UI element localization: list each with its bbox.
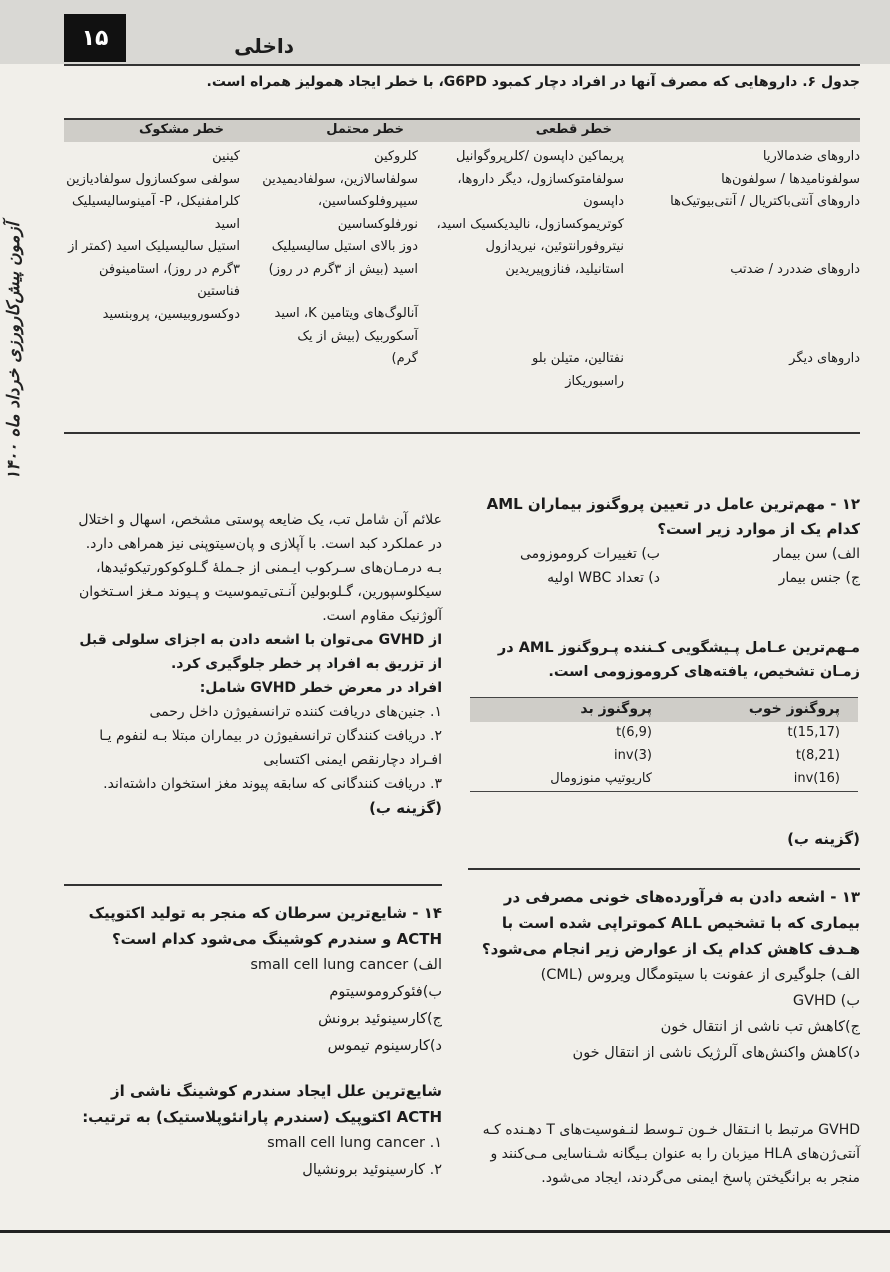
aml-prognosis-table bbox=[470, 697, 858, 792]
table6-title: جدول ۶. داروهایی که مصرف آنها در افراد دچار کمبود G6PD، با خطر ایجاد همولیز همراه است. bbox=[206, 74, 860, 90]
list-item: ۱. جنین‌های دریافت کننده ترانسفیوژن داخل رحمی bbox=[149, 704, 442, 720]
definite-line: راسبوریکاز bbox=[565, 373, 624, 389]
suspect-line: اسید bbox=[214, 216, 240, 232]
aml-table-header bbox=[470, 698, 858, 722]
poor-cell: کاریوتیپ منوزومال bbox=[550, 771, 652, 786]
option-b: ب) GVHD bbox=[792, 993, 860, 1009]
definite-line: سولفامتوکسازول، دیگر داروها، داپسون bbox=[457, 171, 624, 209]
definite-column bbox=[424, 146, 624, 393]
category-sulfonamides: سولفونامیدها / سولفون‌ها bbox=[721, 171, 860, 187]
option-d: د)کارسینوم تیموس bbox=[327, 1038, 442, 1054]
poor-prognosis-header: پروگنوز بد bbox=[580, 701, 652, 717]
header-possible: خطر محتمل bbox=[326, 122, 404, 137]
question-12 bbox=[468, 492, 860, 592]
question-13-text: ۱۳ - اشعه دادن به فرآورده‌های خونی مصرفی در بیماری که با تشخیص ALL کموتراپی شده است با هـدف کاهش کدام یک از عوارض زیر انجام می‌شود؟ bbox=[481, 888, 860, 958]
side-exam-label: آزمون پیش‌کارورزی خرداد ماه ۱۴۰۰ bbox=[4, 222, 24, 480]
definite-line: نفتالین، متیلن بلو bbox=[532, 351, 624, 366]
page-number: ۱۵ bbox=[64, 14, 126, 62]
definite-line: پریماکین داپسون /کلرپروگوانیل bbox=[455, 149, 624, 164]
possible-column bbox=[248, 146, 418, 371]
possible-line: کلروکین bbox=[374, 149, 418, 164]
possible-line: نورفلوکساسین bbox=[337, 216, 418, 232]
suspect-line: دوکسوروبیسین، پروبنسید bbox=[102, 306, 240, 322]
poor-cell: inv(3) bbox=[614, 748, 652, 763]
option-b: ب)فئوکروموسیتوم bbox=[329, 984, 442, 1000]
definite-line: نیتروفورانتوئین، نیریدازول bbox=[485, 239, 624, 254]
good-cell: t(15,17) bbox=[787, 725, 840, 740]
page-header-bar bbox=[0, 0, 890, 64]
possible-line: گرم) bbox=[391, 351, 418, 366]
question-12-options bbox=[468, 542, 860, 592]
category-column bbox=[630, 146, 860, 371]
option-d: د) تعداد WBC اولیه bbox=[547, 570, 660, 586]
option-a: الف) سن بیمار bbox=[773, 546, 860, 562]
suspect-line: ۳گرم در روز)، استامینوفن bbox=[99, 261, 240, 277]
paragraph: علائم آن شامل تب، یک ضایعه پوستی مشخص، اسهال و اختلال در عملکرد کبد است. با آپلازی و پان‌سیتوپنی نیز همراهی دارد. bbox=[78, 512, 442, 552]
definite-line: کوتریموکسازول، نالیدیکسیک اسید، bbox=[436, 216, 624, 232]
possible-line: آسکوربیک (بیش از یک bbox=[297, 328, 418, 344]
suspect-line: سولفی سوکسازول سولفادیازین bbox=[66, 171, 240, 187]
question-14 bbox=[64, 900, 442, 1184]
definite-line: استانیلید، فنازوپیریدین bbox=[505, 261, 624, 277]
category-antimalaria: داروهای ضدمالاریا bbox=[762, 149, 860, 164]
possible-line: سولفاسالازین، سولفادیمیدین bbox=[262, 171, 418, 187]
option-b: ب) تغییرات کروموزومی bbox=[519, 546, 660, 562]
possible-line: سیپروفلوکساسین، bbox=[317, 194, 418, 209]
suspect-line: استیل سالیسیلیک اسید (کمتر از bbox=[68, 239, 240, 254]
question-12-text: ۱۲ - مهم‌ترین عامل در تعیین پروگنوز بیماران AML کدام یک از موارد زیر است؟ bbox=[486, 495, 860, 538]
list-item: ۲. کارسینوئید برونشیال bbox=[302, 1162, 442, 1178]
list-item: ۲. دریافت کنندگان ترانسفیوژن در بیماران مبتلا بـه لنفوم یـا افـراد دچارنقص ایمنی اکتسابی bbox=[99, 728, 442, 768]
q11-answer: (گزینه ب) bbox=[369, 799, 442, 817]
possible-line: اسید (بیش از ۳گرم در روز) bbox=[268, 261, 418, 277]
footer-rule bbox=[0, 1230, 890, 1233]
question-13 bbox=[468, 884, 860, 1066]
section-title: داخلی bbox=[234, 34, 294, 58]
header-definite: خطر قطعی bbox=[535, 122, 612, 137]
category-other: داروهای دیگر bbox=[789, 351, 860, 366]
good-cell: inv(16) bbox=[793, 771, 840, 786]
q13-explanation: GVHD مرتبط با انـتقال خـون تـوسط لنـفوسیت‌های T دهـنده کـه آنتی‌ژن‌های HLA میزبان را به عنوان بـیگانه شـناسایی مـی‌کنند و منجر به برانگیختن پاسخ ایمنی می‌گردند، ایجاد می‌شود. bbox=[482, 1122, 860, 1186]
possible-line: آنالوگ‌های ویتامین K، اسید bbox=[274, 306, 418, 321]
suspect-column bbox=[66, 146, 240, 326]
suspect-line: کینین bbox=[212, 149, 240, 164]
divider bbox=[64, 884, 442, 886]
good-prognosis-header: پروگنوز خوب bbox=[748, 701, 840, 717]
good-cell: t(8,21) bbox=[795, 748, 840, 763]
table-row bbox=[470, 768, 858, 791]
q12-explanation: مـهم‌ترین عـامل پـیشگویی کـننده پـروگنوز AML در زمـان تشخیص، یافته‌های کروموزومی است. bbox=[497, 640, 860, 680]
list-item: ۳. دریافت کنندگانی که سابقه پیوند مغز استخوان داشته‌اند. bbox=[103, 776, 442, 792]
list-item: ۱. small cell lung cancer bbox=[267, 1135, 442, 1151]
paragraph: از GVHD می‌توان با اشعه دادن به اجزای سلولی قبل از تزریق به افراد پر خطر جلوگیری کرد. bbox=[79, 632, 442, 672]
q14-explanation-title: شایع‌ترین علل ایجاد سندرم کوشینگ ناشی از ACTH اکتوپیک (سندرم پارانئوپلاستیک) به ترتیب: bbox=[82, 1082, 442, 1126]
g6pd-drug-table bbox=[64, 118, 860, 434]
option-a: الف) جلوگیری از عفونت با سیتومگال ویروس (CML) bbox=[540, 967, 860, 983]
poor-cell: t(6,9) bbox=[616, 725, 652, 740]
suspect-line: فناستین bbox=[197, 284, 240, 299]
option-d: د)کاهش واکنش‌های آلرژیک ناشی از انتقال خون bbox=[572, 1045, 860, 1061]
option-c: ج)کارسینوئید برونش bbox=[318, 1011, 442, 1027]
suspect-line: کلرامفنیکل، P- آمینوسالیسیلیک bbox=[72, 194, 240, 209]
category-analgesic: داروهای ضددرد / ضدتب bbox=[730, 261, 860, 277]
paragraph: افراد در معرض خطر GVHD شامل: bbox=[199, 680, 442, 696]
question-14-text: ۱۴ - شایع‌ترین سرطان که منجر به تولید اکتوپیک ACTH و سندرم کوشینگ می‌شود کدام است؟ bbox=[88, 904, 442, 948]
q12-answer: (گزینه ب) bbox=[787, 830, 860, 848]
header-suspect: خطر مشکوک bbox=[139, 122, 224, 137]
possible-line: دوز بالای استیل سالیسیلیک bbox=[271, 239, 418, 254]
gvhd-notes bbox=[64, 508, 442, 820]
table-row bbox=[470, 745, 858, 768]
option-a: الف) small cell lung cancer bbox=[250, 957, 442, 973]
paragraph: بـه درمـان‌های سـرکوب ایـمنی از جـملهٔ گـلوکوکورتیکوئیدها، سیکلوسپورین، گـلوبولین آنـتی‌تیموسیت و پـیوند مـغز اسـتخوان آلوژنیک مقاوم است. bbox=[78, 560, 442, 624]
option-c: ج) جنس بیمار bbox=[778, 570, 860, 586]
header-rule bbox=[64, 64, 860, 66]
table-row bbox=[470, 722, 858, 745]
option-c: ج)کاهش تب ناشی از انتقال خون bbox=[660, 1019, 860, 1035]
divider bbox=[468, 868, 860, 870]
category-antibacterial: داروهای آنتی‌باکتریال / آنتی‌بیوتیک‌ها bbox=[670, 194, 860, 209]
